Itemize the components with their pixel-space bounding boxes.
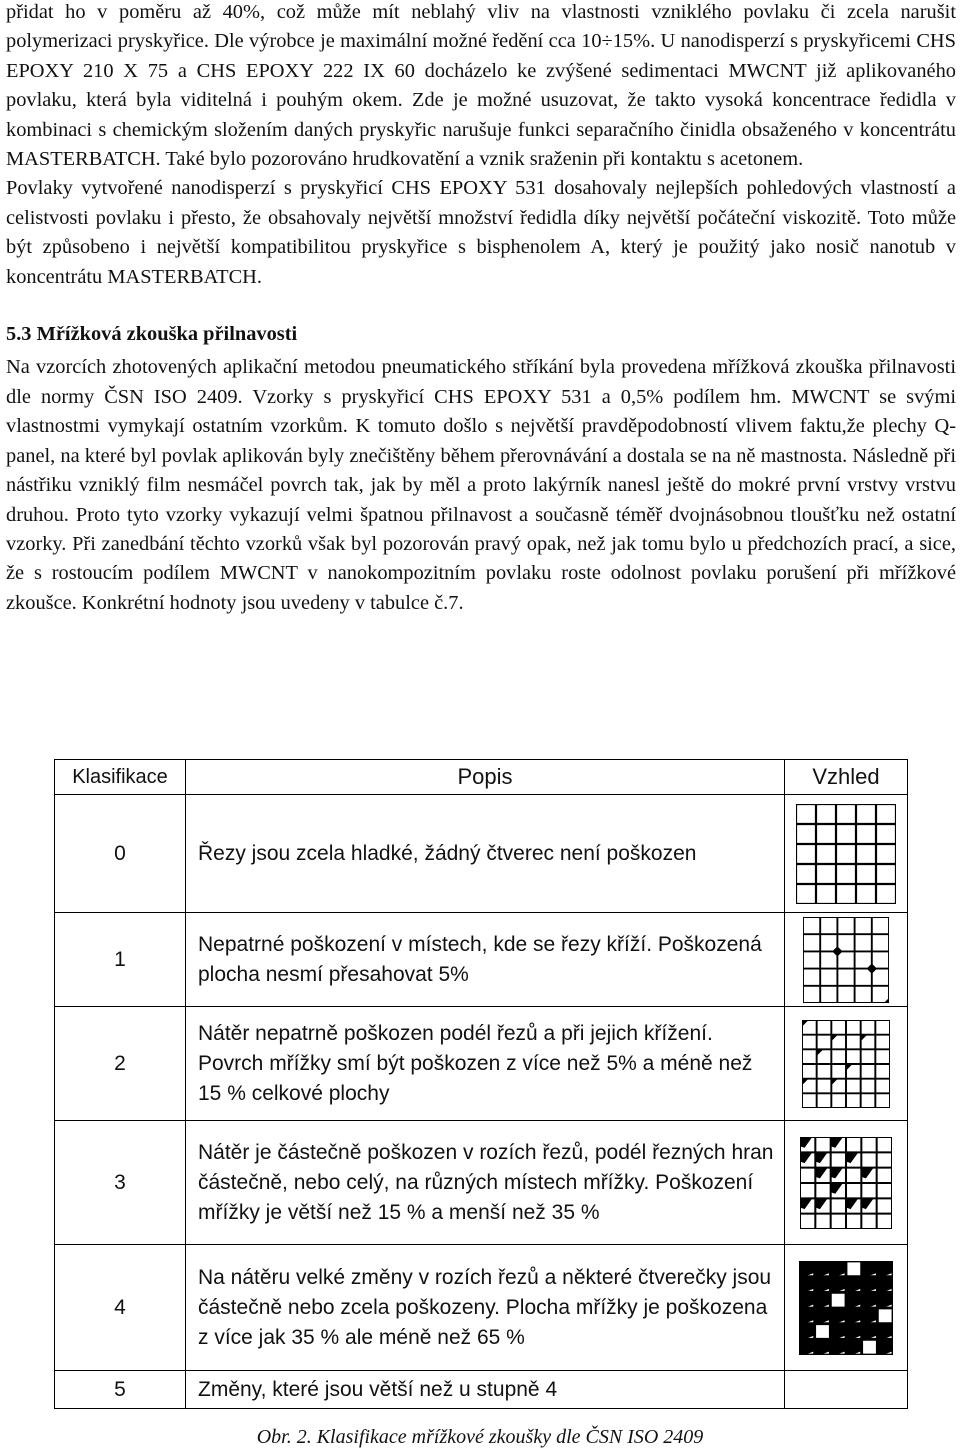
section-number: 5.3 (6, 323, 32, 346)
grid-cell-empty (785, 1371, 908, 1409)
table-row (55, 795, 908, 913)
class-value: 3 (55, 1121, 186, 1245)
document-page (6, 0, 956, 618)
paragraph-adhesion: Na vzorcích zhotovených aplikační metodou pneumatického stříkání byla provedena mřížková zkouška přilnavosti dle normy ČSN ISO 2409. Vzorky s pryskyřicí CHS EPOXY 531 a 0,5% podílem hm. MWCNT se svými vlastnostmi vymykají ostatním vzorkům. K tomuto došlo s největší pravděpodobností vlivem faktu,že plechy Q-panel, na které byl povlak aplikován byly znečištěny během přerovnávání a dostala se na ně mastnosta. Následně při nástřiku vzniklý film nesmáčel povrch tak, jak by měl a proto lakýrník nanesl ještě do mokré první vrstvy vrstvu druhou. Proto tyto vzorky vykazují velmi špatnou přilnavost a současně téměř dvojnásobnou tloušťku než ostatní vzorky. Při zanedbání těchto vzorků však byl pozorován pravý opak, než jak tomu bylo u předchozích prací, a sice, že s rostoucím podílem MWCNT v nanokompozitním povlaku roste odolnost povlaku porušení při mřížkové zkoušce. Konkrétní hodnoty jsou uvedeny v tabulce č.7. (6, 356, 956, 614)
grid-cell (785, 1121, 908, 1245)
caption-text: Klasifikace mřížkové zkoušky dle ČSN ISO 2409 (316, 1426, 704, 1448)
class-description: Nepatrné poškození v místech, kde se řezy kříží. Poškozená plocha nesmí přesahovat 5% (186, 913, 785, 1007)
class-value: 2 (55, 1007, 186, 1121)
section-heading (6, 320, 956, 349)
header-klasifikace: Klasifikace (55, 760, 186, 795)
section-title: Mřížková zkouška přilnavosti (36, 323, 298, 346)
class-value: 5 (55, 1371, 186, 1409)
header-popis: Popis (186, 760, 785, 795)
table-row (55, 1371, 908, 1409)
caption-label: Obr. 2. (256, 1426, 312, 1448)
table-header-row (55, 760, 908, 795)
table-row (55, 1007, 908, 1121)
header-vzhled: Vzhled (785, 760, 908, 795)
grid-damage-severe-icon (799, 1261, 893, 1355)
class-description: Změny, které jsou větší než u stupně 4 (186, 1371, 785, 1409)
class-value: 1 (55, 913, 186, 1007)
figure-caption (0, 1426, 960, 1449)
class-description: Na nátěru velké změny v rozích řezů a některé čtverečky jsou částečně nebo zcela poškozeny. Plocha mřížky je poškozena z více jak 35 % ale méně než 65 % (186, 1245, 785, 1371)
grid-damage-slight-icon (803, 917, 889, 1003)
table-row (55, 1245, 908, 1371)
class-value: 4 (55, 1245, 186, 1371)
class-value: 0 (55, 795, 186, 913)
class-description: Nátěr je částečně poškozen v rozích řezů, podél řezných hran částečně, nebo celý, na různých místech mřížky. Poškození mřížky je větší než 15 % a menší než 35 % (186, 1121, 785, 1245)
class-description: Nátěr nepatrně poškozen podél řezů a při jejich křížení. Povrch mřížky smí být poškozen z více než 5% a méně než 15 % celkové plochy (186, 1007, 785, 1121)
grid-intact-icon (796, 804, 896, 904)
paragraph-dilution: přidat ho v poměru až 40%, což může mít neblahý vliv na vlastnosti vzniklého povlaku či zcela narušit polymerizaci pryskyřice. Dle výrobce je maximální možné ředění cca 10÷15%. U nanodisperzí s pryskyřicemi CHS EPOXY 210 X 75 a CHS EPOXY 222 IX 60 docházelo ke zvýšené sedimentaci MWCNT již aplikovaného povlaku, která byla viditelná i pouhým okem. Zde je možné usuzovat, že takto vysoká koncentrace ředidla v kombinaci s chemickým složením daných pryskyřic narušuje funkci separačního činidla obsaženého v koncentrátu MASTERBATCH. Také bylo pozorováno hrudkovatění a vznik sraženin při kontaktu s acetonem. (6, 1, 956, 171)
grid-cell (785, 1245, 908, 1371)
grid-cell (785, 913, 908, 1007)
classification-table (54, 759, 908, 1409)
grid-damage-moderate-icon (802, 1020, 890, 1108)
grid-cell (785, 1007, 908, 1121)
grid-damage-heavy-icon (800, 1137, 892, 1229)
table-row (55, 913, 908, 1007)
table-row (55, 1121, 908, 1245)
grid-cell (785, 795, 908, 913)
paragraph-coatings: Povlaky vytvořené nanodisperzí s pryskyřicí CHS EPOXY 531 dosahovaly nejlepších pohledových vlastností a celistvosti povlaku i přesto, že obsahovaly největší množství ředidla díky největší počáteční viskozitě. Toto může být způsobeno i největší kompatibilitou pryskyřice s bisphenolem A, který je použitý jako nosič nanotub v koncentrátu MASTERBATCH. (6, 177, 956, 288)
class-description: Řezy jsou zcela hladké, žádný čtverec není poškozen (186, 795, 785, 913)
